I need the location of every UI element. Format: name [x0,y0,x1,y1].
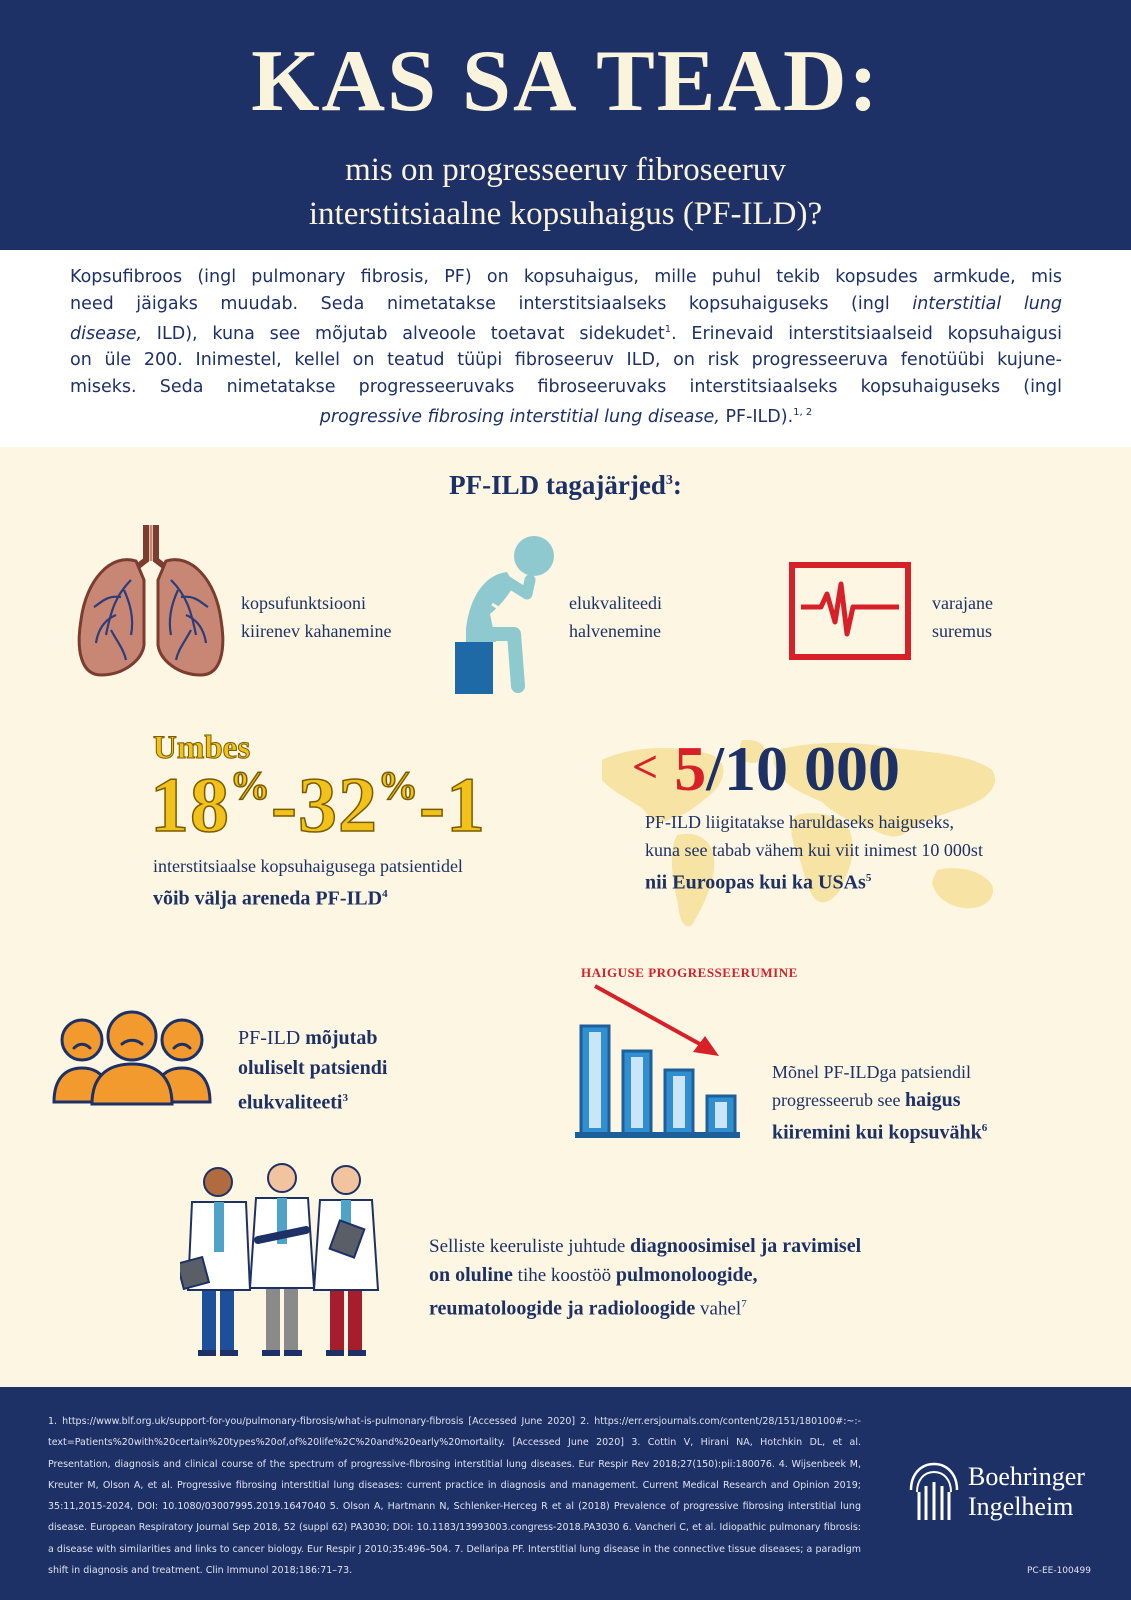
document-code: PC-EE-100499 [1027,1566,1091,1576]
intro-line-6 [70,400,1062,430]
percent-sign: % [230,763,271,808]
consequence-quality-label [569,589,662,645]
doctors-illustration [180,1160,390,1360]
percent-part: -1 [418,761,486,848]
consequence-mortality-label [932,589,993,645]
quality-text-bold: mõjutab [305,1027,378,1049]
progression-line-3 [772,1114,1072,1147]
progression-text [772,1058,1072,1147]
intro-text: . Erinevaid interstitsiaalseid kopsuhaigusi [671,323,1062,344]
page-title: KAS SA TEAD: [251,33,880,130]
consequence-lung-line-2: kiirenev kahanemine [241,621,392,641]
intro-text: on üle 200. Inimestel, kellel on teatud tüüpi fibroseeruv ILD, on risk progresseeruva fenotüübi kujune- [70,350,1062,371]
progression-label: HAIGUSE PROGRESSEERUMINE [581,965,798,980]
intro-line-5 [70,374,1062,401]
ref-sup: 6 [981,1122,988,1134]
rare-description-line-2: kuna see tabab vähem kui viit inimest 10 000st [645,840,983,860]
collab-text-normal: Selliste keeruliste juhtude [429,1236,631,1257]
intro-text: miseks. Seda nimetatakse progresseeruvaks fibroseeruvaks interstitsiaalseks kopsuhaiguseks (ingl [70,376,1062,397]
progression-line-1: Mõnel PF-ILDga patsiendil [772,1062,971,1082]
rare-ratio [632,732,900,806]
lungs-icon [76,525,226,681]
intro-italic: interstitial lung [912,293,1062,314]
quality-line-3 [238,1083,498,1118]
boehringer-logo-icon [907,1462,961,1522]
quality-line-2: oluliselt patsiendi [238,1057,388,1079]
quality-text-bold: elukvaliteeti [238,1091,343,1114]
sad-group-icon [52,1010,212,1106]
intro-line-4 [70,347,1062,374]
quality-text [238,1023,498,1118]
collab-text-normal: tihe koostöö [512,1265,616,1286]
declining-bars-icon [575,978,740,1140]
consequence-lung-label [241,589,391,645]
intro-text: PF-ILD). [719,407,794,428]
percent-description-bold: võib välja areneda PF-ILD [153,887,383,910]
rare-ratio-lt: < [632,741,659,792]
sad-person-icon [452,534,562,694]
quality-text-normal: PF-ILD [238,1027,306,1049]
rare-description-bold: nii Euroopas kui ka USAs [645,871,866,894]
consequence-mortality-line-2: suremus [932,621,992,641]
ref-sup: 5 [865,872,872,884]
intro-italic: disease, [70,323,143,344]
heart-monitor-icon [789,562,911,660]
progression-text-normal: progresseerub see [772,1090,905,1110]
consequences-title: PF-ILD tagajärjed$^3$: [449,470,682,500]
percent-description-line-2 [153,880,533,913]
collaboration-text [429,1232,949,1323]
rare-description [645,808,1025,897]
rare-description-line-1: PF-ILD liigitatakse haruldaseks haiguseks, [645,812,954,832]
progression-line-2 [772,1086,1072,1114]
brand-name-line-1: Boehringer [968,1462,1085,1491]
collab-line-2 [429,1261,949,1290]
collab-line-1 [429,1232,949,1261]
intro-text: need jäigaks muudab. Seda nimetatakse interstitsiaalseks kopsuhaiguseks (ingl [70,293,913,314]
collab-text-normal: vahel [695,1298,742,1320]
percent-sign: % [377,763,419,808]
rare-description-line-3 [645,864,1025,897]
percent-description-line-1: interstitsiaalse kopsuhaigusega patsientidel [153,856,463,876]
subtitle-line-1: mis on progresseeruv fibroseeruv [345,152,786,188]
intro-line-2 [70,291,1062,318]
ref-sup: 3 [665,473,673,488]
intro-paragraph [70,264,1062,431]
intro-line-1 [70,264,1062,291]
brand-name [968,1462,1085,1522]
intro-text: ILD), kuna see mõjutab alveoole toetavat sidekudet [142,323,665,344]
subtitle-line-2: interstitsiaalne kopsuhaigus (PF-ILD)? [308,196,823,232]
collab-line-3 [429,1290,949,1323]
ref-sup: 7 [741,1298,747,1310]
ref-sup: 3 [342,1092,348,1104]
collab-text-bold: pulmonoloogide, [615,1264,758,1286]
intro-text: Kopsufibroos (ingl pulmonary fibrosis, PF) on kopsuhaigus, mille puhul tekib kopsudes armkude, mis [70,267,1062,287]
references: 1. https://www.blf.org.uk/support-for-you/pulmonary-fibrosis/what-is-pulmonary-fibrosis [Accessed June 2020] 2. https://err.ersjournals.com/content/28/151/180100#:~:-text=Patients%20with%20certain%20types%20of,of%20life%2C%20and%20early%20mortality. [Accessed June 2020] 3. Cottin V, Hirani NA, Hotchkin DL, et al. Presentation, diagnosis and clinical course of the spectrum of progressive-fibrosing interstitial lung diseases. Eur Respir Rev 2018;27(150):pii:180076. 4. Wijsenbeek M, Kreuter M, Olson A, et al. Progressive fibrosing interstitial lung diseases: current practice in diagnosis and management. Current Medical Research and Opinion 2019; 35:11,2015-2024, DOI: 10.1080/03007995.2019.1647040 5. Olson A, Hartmann N, Schlenker-Herceg R et al (2018) Prevalence of progressive fibrosing interstitial lung disease. European Respiratory Journal Sep 2018, 52 (suppl 62) PA3030; DOI: 10.1183/13993003.congress-2018.PA3030 6. Vancheri C, et al. Idiopathic pulmonary fibrosis: a disease with similarities and links to cancer biology. Eur Respir J 2010;35:496–504. 7. Dellaripa PF. Interstitial lung disease in the connective tissue diseases; a paradigm shift in diagnosis and treatment. Clin Immunol 2018;186:71–73. [48,1416,861,1577]
percent-value [150,760,486,850]
ref-sup: 1 [664,324,672,335]
consequence-lung-line-1: kopsufunktsiooni [241,593,367,613]
percent-prefix: Umbes [153,730,251,766]
percent-part: 18 [150,761,230,848]
rare-ratio-rest: /10 000 [706,733,900,804]
consequence-quality-line-1: elukvaliteedi [569,593,662,613]
page-subtitle [0,148,1131,236]
collab-text-bold: on oluline [429,1264,513,1286]
intro-italic: progressive fibrosing interstitial lung disease, [319,407,720,428]
intro-line-3 [70,317,1062,347]
consequence-mortality-line-1: varajane [932,593,993,613]
percent-part: -32 [271,761,378,848]
collab-text-bold: diagnoosimisel ja ravimisel [630,1235,862,1257]
progression-text-bold: haigus [904,1089,961,1111]
consequence-quality-line-2: halvenemine [569,621,661,641]
collab-text-bold: reumatoloogide ja radioloogide [429,1297,696,1320]
ref-sup: 1, 2 [793,407,813,419]
brand-name-line-2: Ingelheim [968,1492,1074,1521]
quality-line-1 [238,1023,498,1053]
percent-description [153,852,533,913]
progression-text-bold: kiiremini kui kopsuvähk [772,1121,982,1144]
rare-ratio-num: 5 [658,733,707,804]
consequences-title-text: PF-ILD tagajärjed [449,470,666,500]
ref-sup: 4 [382,888,388,900]
